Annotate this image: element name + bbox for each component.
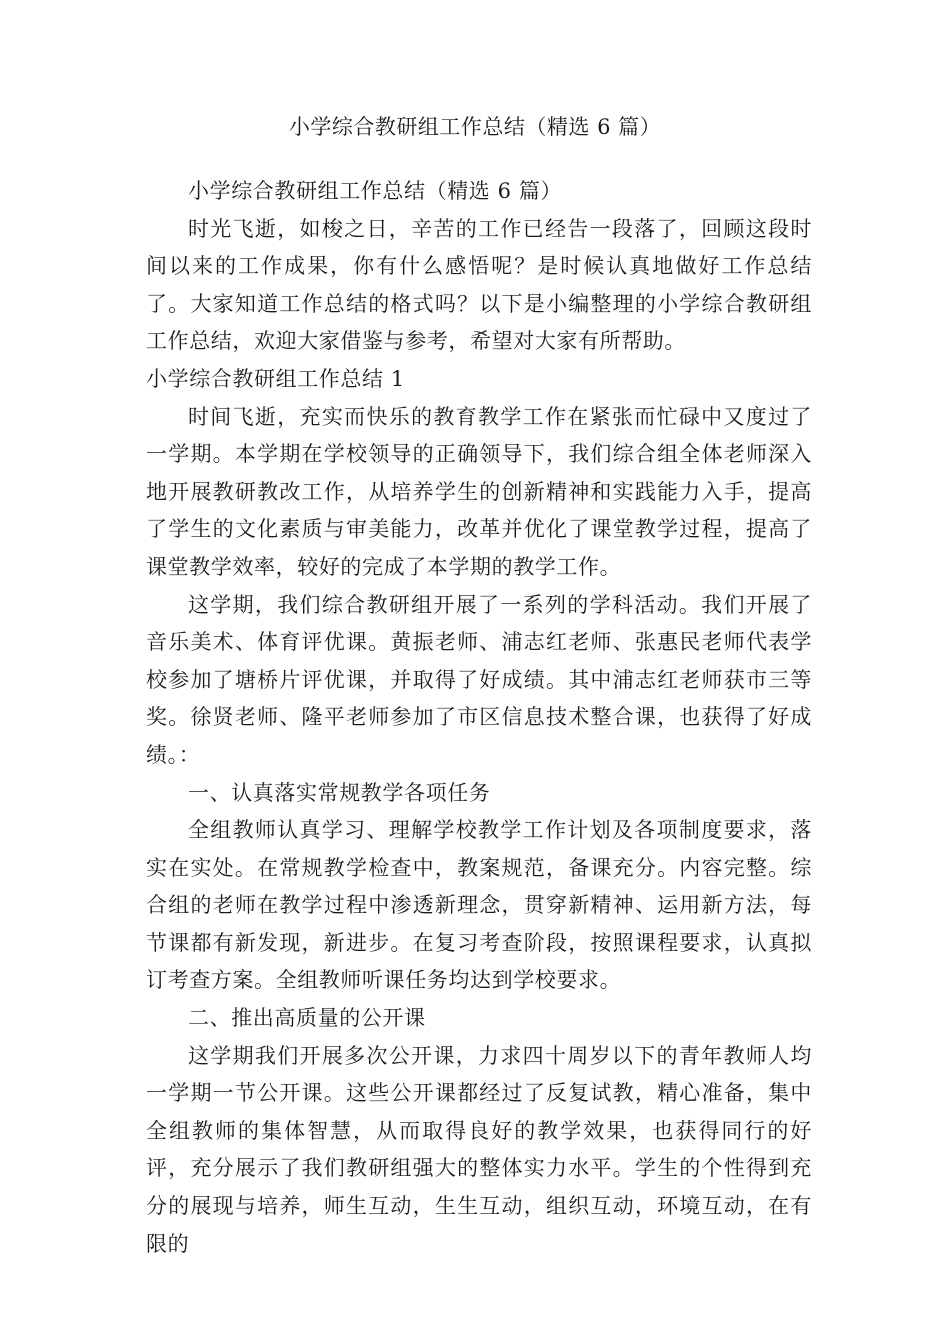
body-paragraph: 这学期我们开展多次公开课，力求四十周岁以下的青年教师人均一学期一节公开课。这些公开课都经过了反复试教，精心准备，集中全组教师的集体智慧，从而取得良好的教学效果，也获得同行的好评，充分展示了我们教研组强大的整体实力水平。学生的个性得到充分的展现与培养，师生互动，生生互动，组织互动，环境互动，在有限的 [146, 1043, 812, 1256]
body-paragraph: 时间飞逝，充实而快乐的教育教学工作在紧张而忙碌中又度过了一学期。本学期在学校领导的正确领导下，我们综合组全体老师深入地开展教研教改工作，从培养学生的创新精神和实践能力入手，提高了学生的文化素质与审美能力，改革并优化了课堂教学过程，提高了课堂教学效率，较好的完成了本学期的教学工作。 [146, 404, 812, 579]
body-paragraph: 这学期，我们综合教研组开展了一系列的学科活动。我们开展了音乐美术、体育评优课。黄振老师、浦志红老师、张惠民老师代表学校参加了塘桥片评优课，并取得了好成绩。其中浦志红老师获市三等奖。徐贤老师、隆平老师参加了市区信息技术整合课，也获得了好成绩。： [146, 592, 812, 767]
document-title: 小学综合教研组工作总结（精选 6 篇） [288, 115, 662, 139]
section-heading-1: 小学综合教研组工作总结 1 [146, 366, 405, 391]
subsection-heading: 二、推出高质量的公开课 [188, 1006, 426, 1031]
subsection-heading: 一、认真落实常规教学各项任务 [188, 780, 491, 805]
body-paragraph: 全组教师认真学习、理解学校教学工作计划及各项制度要求，落实在实处。在常规教学检查中，教案规范，备课充分。内容完整。综合组的老师在教学过程中渗透新理念，贯穿新精神、运用新方法，每节课都有新发现，新进步。在复习考查阶段，按照课程要求，认真拟订考查方案。全组教师听课任务均达到学校要求。 [146, 818, 812, 993]
intro-paragraph: 时光飞逝，如梭之日，辛苦的工作已经告一段落了，回顾这段时间以来的工作成果，你有什么感悟呢？是时候认真地做好工作总结了。大家知道工作总结的格式吗？以下是小编整理的小学综合教研组工作总结，欢迎大家借鉴与参考，希望对大家有所帮助。 [146, 216, 812, 354]
repeated-title-paragraph: 小学综合教研组工作总结（精选 6 篇） [188, 179, 563, 203]
document-body [146, 173, 812, 1263]
